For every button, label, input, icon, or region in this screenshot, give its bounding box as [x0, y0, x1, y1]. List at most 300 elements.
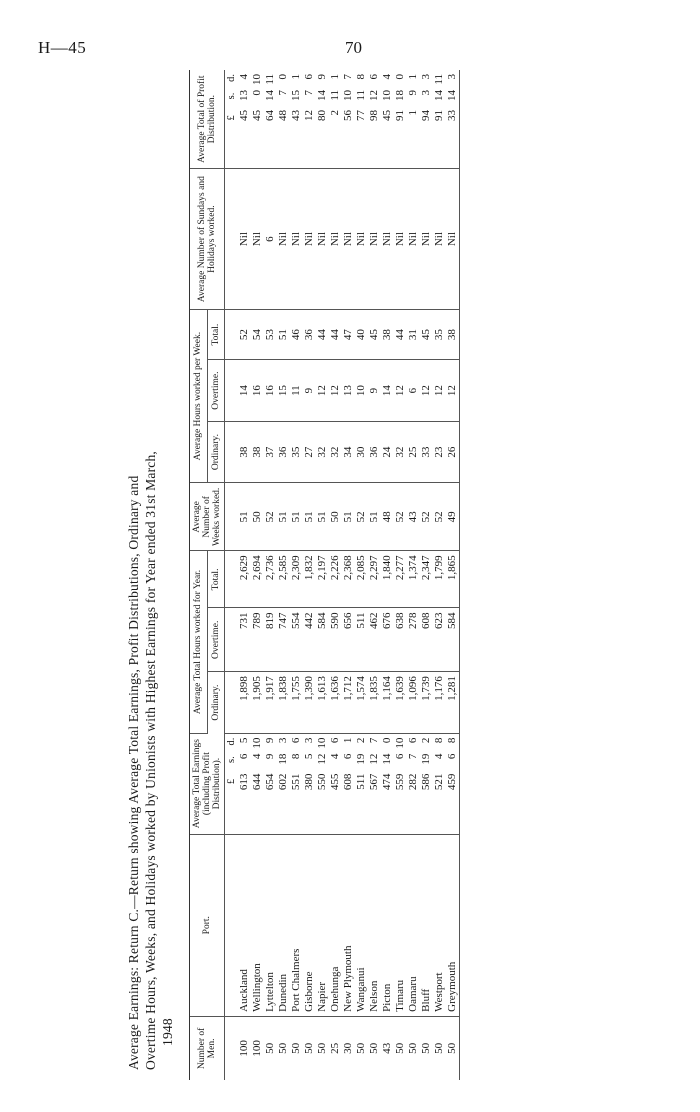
cell-sundays: Nil — [277, 169, 290, 310]
page-header — [0, 38, 700, 62]
cell-profit — [238, 70, 251, 169]
cell-earnings-pd: 521 — [433, 773, 445, 791]
cell-profit-s: 10 — [342, 90, 354, 101]
cell-week-ordinary: 35 — [290, 421, 303, 482]
cell-weeks: 52 — [420, 483, 433, 551]
cell-week-overtime: 12 — [329, 360, 342, 421]
cell-men: 30 — [342, 1042, 354, 1054]
cell-earnings-s: 6 — [238, 753, 250, 760]
cell-sundays: Nil — [381, 169, 394, 310]
table-row — [251, 70, 264, 1080]
cell-earnings-d: 8 — [446, 737, 458, 744]
col-header-port: Port. — [190, 834, 225, 1016]
cell-sundays: Nil — [420, 169, 433, 310]
cell-earnings-d: 6 — [329, 737, 341, 744]
cell-port — [355, 834, 368, 1016]
cell-earnings-pd: 550 — [316, 773, 328, 791]
cell-port — [381, 834, 394, 1016]
cell-week-ordinary: 37 — [264, 421, 277, 482]
cell-week-total: 38 — [446, 309, 460, 359]
port-name: New Plymouth — [342, 945, 354, 1012]
cell-sundays: Nil — [329, 169, 342, 310]
cell-men: 100 — [238, 1040, 250, 1057]
cell-week-total: 53 — [264, 309, 277, 359]
cell-week-total: 38 — [381, 309, 394, 359]
port-name: Port Chalmers — [290, 948, 302, 1012]
cell-earnings — [407, 733, 420, 834]
table-row — [355, 70, 368, 1080]
cell-profit-s: 11 — [355, 90, 367, 101]
cell-year-overtime: 511 — [355, 608, 368, 672]
cell-earnings-d: 7 — [368, 737, 380, 744]
cell-year-overtime: 462 — [368, 608, 381, 672]
cell-men: 50 — [277, 1042, 289, 1054]
cell-week-total: 40 — [355, 309, 368, 359]
cell-profit-d: 4 — [238, 74, 250, 80]
cell-earnings-s: 14 — [381, 753, 393, 765]
cell-sundays: Nil — [251, 169, 264, 310]
cell-weeks: 52 — [355, 483, 368, 551]
cell-profit-d: 6 — [368, 74, 380, 80]
cell-port — [368, 834, 381, 1016]
cell-week-overtime: 14 — [381, 360, 394, 421]
cell-earnings-s: 4 — [433, 753, 445, 760]
cell-year-total: 2,197 — [316, 551, 329, 608]
cell-year-overtime: 819 — [264, 608, 277, 672]
cell-profit-d: 0 — [277, 74, 289, 80]
cell-profit-s: 3 — [420, 90, 432, 96]
cell-profit-s: 18 — [394, 90, 406, 101]
cell-week-total: 52 — [238, 309, 251, 359]
cell-earnings — [381, 733, 394, 834]
cell-year-ordinary: 1,739 — [420, 672, 433, 733]
cell-profit-d: 3 — [420, 74, 432, 80]
cell-men: 50 — [368, 1042, 380, 1054]
cell-profit-d: 10 — [251, 74, 263, 85]
cell-profit-d: 6 — [303, 74, 315, 80]
cell-earnings-pd: 511 — [355, 773, 367, 790]
cell-year-total: 2,085 — [355, 551, 368, 608]
cell-port — [420, 834, 433, 1016]
cell-weeks: 51 — [316, 483, 329, 551]
cell-year-ordinary: 1,835 — [368, 672, 381, 733]
cell-men: 50 — [407, 1042, 419, 1054]
cell-profit-s: 9 — [407, 90, 419, 96]
cell-week-overtime: 12 — [446, 360, 460, 421]
rotated-table-area — [125, 70, 575, 1080]
cell-weeks: 51 — [368, 483, 381, 551]
table-row — [264, 70, 277, 1080]
cell-year-overtime: 789 — [251, 608, 264, 672]
cell-earnings-pd: 608 — [342, 773, 354, 791]
cell-profit-pd: 33 — [446, 110, 458, 121]
cell-week-total: 45 — [420, 309, 433, 359]
cell-earnings — [446, 733, 460, 834]
cell-earnings-s: 6 — [394, 753, 406, 760]
cell-profit-pd: 56 — [342, 110, 354, 121]
unit-shilling: s. — [226, 756, 237, 763]
cell-port — [264, 834, 277, 1016]
cell-year-overtime: 656 — [342, 608, 355, 672]
cell-week-total: 51 — [277, 309, 290, 359]
cell-profit-pd: 43 — [290, 110, 302, 121]
col-header-year-ordinary: Ordinary. — [207, 672, 225, 733]
cell-profit — [342, 70, 355, 169]
cell-week-overtime: 12 — [420, 360, 433, 421]
cell-year-total: 2,309 — [290, 551, 303, 608]
cell-profit-pd: 64 — [264, 110, 276, 121]
cell-year-total: 2,585 — [277, 551, 290, 608]
table-title — [125, 70, 181, 1080]
cell-weeks: 51 — [290, 483, 303, 551]
cell-port — [394, 834, 407, 1016]
cell-earnings — [433, 733, 446, 834]
cell-week-total: 44 — [316, 309, 329, 359]
cell-year-ordinary: 1,096 — [407, 672, 420, 733]
cell-year-overtime: 584 — [316, 608, 329, 672]
col-header-hours-week: Average Hours worked per Week. — [190, 309, 208, 482]
col-header-weeks: Average Number of Weeks worked. — [190, 483, 225, 551]
cell-port — [342, 834, 355, 1016]
cell-earnings-pd: 602 — [277, 773, 289, 791]
cell-week-ordinary: 33 — [420, 421, 433, 482]
cell-weeks: 49 — [446, 483, 460, 551]
cell-week-overtime: 11 — [290, 360, 303, 421]
cell-earnings-pd: 654 — [264, 773, 276, 791]
cell-profit-pd: 77 — [355, 110, 367, 121]
table-row — [433, 70, 446, 1080]
cell-year-total: 2,368 — [342, 551, 355, 608]
cell-earnings — [342, 733, 355, 834]
cell-week-total: 36 — [303, 309, 316, 359]
cell-week-total: 54 — [251, 309, 264, 359]
cell-profit-s: 11 — [329, 90, 341, 101]
cell-sundays: Nil — [290, 169, 303, 310]
cell-sundays: Nil — [368, 169, 381, 310]
cell-year-total: 2,226 — [329, 551, 342, 608]
cell-sundays: Nil — [238, 169, 251, 310]
cell-port — [407, 834, 420, 1016]
col-header-men: Number of Men. — [190, 1016, 225, 1080]
cell-earnings-d: 10 — [316, 737, 328, 749]
cell-sundays: Nil — [316, 169, 329, 310]
port-name: Westport — [433, 972, 445, 1012]
cell-profit-d: 1 — [329, 74, 341, 80]
cell-profit-s: 14 — [316, 90, 328, 101]
cell-year-total: 2,694 — [251, 551, 264, 608]
cell-year-overtime: 731 — [238, 608, 251, 672]
cell-year-total: 2,736 — [264, 551, 277, 608]
cell-week-overtime: 9 — [368, 360, 381, 421]
cell-earnings — [303, 733, 316, 834]
cell-profit — [316, 70, 329, 169]
cell-week-overtime: 15 — [277, 360, 290, 421]
cell-profit — [355, 70, 368, 169]
cell-year-total: 1,832 — [303, 551, 316, 608]
cell-profit — [329, 70, 342, 169]
cell-men: 50 — [446, 1016, 460, 1080]
cell-earnings-s: 9 — [264, 753, 276, 760]
cell-earnings — [277, 733, 290, 834]
cell-men: 25 — [329, 1042, 341, 1054]
cell-week-ordinary: 26 — [446, 421, 460, 482]
cell-year-ordinary: 1,164 — [381, 672, 394, 733]
cell-profit-s: 14 — [264, 90, 276, 101]
cell-earnings — [368, 733, 381, 834]
cell-profit-pd: 45 — [251, 110, 263, 121]
col-header-earnings: Average Total Earnings (including Profit Distribution). — [190, 733, 225, 834]
cell-port — [433, 834, 446, 1016]
cell-port — [251, 834, 264, 1016]
table-row — [446, 70, 460, 1080]
cell-port — [316, 834, 329, 1016]
col-header-week-overtime: Overtime. — [207, 360, 225, 421]
table-row — [420, 70, 433, 1080]
cell-men: 50 — [394, 1042, 406, 1054]
cell-men: 50 — [303, 1042, 315, 1054]
cell-sundays: Nil — [303, 169, 316, 310]
cell-week-ordinary: 32 — [329, 421, 342, 482]
cell-year-ordinary: 1,917 — [264, 672, 277, 733]
cell-men: 50 — [316, 1042, 328, 1054]
port-name: Oamaru — [407, 976, 419, 1012]
col-header-week-total: Total. — [207, 309, 225, 359]
cell-port — [329, 834, 342, 1016]
cell-year-total: 2,297 — [368, 551, 381, 608]
cell-week-overtime: 12 — [316, 360, 329, 421]
table-row — [316, 70, 329, 1080]
table-row — [290, 70, 303, 1080]
cell-men: 50 — [264, 1042, 276, 1054]
port-name: Timaru — [394, 979, 406, 1012]
cell-weeks: 52 — [264, 483, 277, 551]
cell-earnings-d: 8 — [433, 737, 445, 744]
col-header-profit: Average Total of Profit Distribution. — [190, 70, 225, 169]
cell-week-ordinary: 32 — [394, 421, 407, 482]
cell-earnings-pd: 282 — [407, 773, 419, 791]
cell-earnings-s: 19 — [355, 753, 367, 765]
cell-week-total: 35 — [433, 309, 446, 359]
earnings-table — [189, 70, 460, 1080]
cell-profit-d: 7 — [342, 74, 354, 80]
cell-sundays: Nil — [407, 169, 420, 310]
cell-sundays: Nil — [394, 169, 407, 310]
cell-earnings-pd: 567 — [368, 773, 380, 791]
cell-men: 100 — [251, 1040, 263, 1057]
port-name: Dunedin — [277, 973, 289, 1012]
cell-earnings-pd: 586 — [420, 773, 432, 791]
cell-earnings-d: 2 — [420, 737, 432, 744]
cell-week-overtime: 13 — [342, 360, 355, 421]
cell-week-overtime: 10 — [355, 360, 368, 421]
port-name: Lyttelton — [264, 972, 276, 1012]
cell-year-overtime: 278 — [407, 608, 420, 672]
cell-port — [277, 834, 290, 1016]
cell-men: 50 — [290, 1042, 302, 1054]
cell-week-ordinary: 36 — [368, 421, 381, 482]
cell-week-total: 44 — [329, 309, 342, 359]
cell-weeks: 52 — [394, 483, 407, 551]
cell-earnings-pd: 380 — [303, 773, 315, 791]
cell-profit-pd: 12 — [303, 110, 315, 121]
title-line-2: Overtime Hours, Weeks, and Holidays worked by Unionists with Highest Earnings for Year ended 31st March, — [143, 451, 158, 1070]
cell-earnings-d: 5 — [238, 737, 250, 744]
cell-profit — [251, 70, 264, 169]
cell-week-ordinary: 38 — [251, 421, 264, 482]
cell-weeks: 52 — [433, 483, 446, 551]
cell-year-ordinary: 1,390 — [303, 672, 316, 733]
cell-week-overtime: 16 — [251, 360, 264, 421]
cell-week-total: 44 — [394, 309, 407, 359]
cell-week-total: 31 — [407, 309, 420, 359]
cell-earnings-pd: 613 — [238, 773, 250, 791]
cell-sundays: Nil — [446, 169, 460, 310]
cell-weeks: 50 — [251, 483, 264, 551]
cell-earnings-d: 1 — [342, 737, 354, 744]
cell-earnings-s: 12 — [316, 753, 328, 765]
cell-week-ordinary: 25 — [407, 421, 420, 482]
cell-week-total: 46 — [290, 309, 303, 359]
title-year: 1948 — [160, 1018, 175, 1046]
cell-year-ordinary: 1,898 — [238, 672, 251, 733]
cell-year-overtime: 676 — [381, 608, 394, 672]
cell-earnings-s: 5 — [303, 753, 315, 760]
units-row — [225, 70, 239, 1080]
cell-profit-s: 10 — [381, 90, 393, 101]
unit-pound: £ — [226, 778, 237, 785]
cell-profit-pd: 94 — [420, 110, 432, 121]
cell-earnings-pd: 459 — [446, 773, 458, 791]
table-row — [368, 70, 381, 1080]
cell-weeks: 48 — [381, 483, 394, 551]
cell-profit — [264, 70, 277, 169]
cell-year-ordinary: 1,639 — [394, 672, 407, 733]
cell-men: 50 — [355, 1042, 367, 1054]
cell-profit-s: 7 — [303, 90, 315, 96]
cell-earnings — [316, 733, 329, 834]
cell-earnings — [251, 733, 264, 834]
cell-sundays: Nil — [355, 169, 368, 310]
cell-sundays: Nil — [342, 169, 355, 310]
cell-earnings-s: 12 — [368, 753, 380, 765]
port-name: Bluff — [420, 988, 432, 1012]
cell-port — [238, 834, 251, 1016]
cell-profit-pd: 1 — [407, 110, 419, 116]
page-number: 70 — [345, 38, 362, 57]
cell-profit-s: 0 — [251, 90, 263, 96]
cell-profit-pd: 48 — [277, 110, 289, 121]
port-name: Greymouth — [446, 961, 458, 1012]
cell-port — [446, 834, 460, 1016]
cell-profit-pd: 98 — [368, 110, 380, 121]
cell-profit-pd: 91 — [394, 110, 406, 121]
cell-week-overtime: 12 — [433, 360, 446, 421]
cell-week-ordinary: 36 — [277, 421, 290, 482]
cell-year-overtime: 608 — [420, 608, 433, 672]
cell-year-ordinary: 1,281 — [446, 672, 460, 733]
cell-men: 50 — [420, 1042, 432, 1054]
cell-year-overtime: 554 — [290, 608, 303, 672]
cell-profit-s: 15 — [290, 90, 302, 101]
cell-year-overtime: 442 — [303, 608, 316, 672]
cell-week-ordinary: 34 — [342, 421, 355, 482]
cell-earnings-s: 6 — [342, 753, 354, 760]
cell-week-ordinary: 38 — [238, 421, 251, 482]
cell-year-overtime: 590 — [329, 608, 342, 672]
cell-earnings-s: 4 — [251, 753, 263, 760]
cell-week-overtime: 6 — [407, 360, 420, 421]
cell-year-total: 1,374 — [407, 551, 420, 608]
cell-week-ordinary: 23 — [433, 421, 446, 482]
port-name: Auckland — [238, 969, 250, 1012]
cell-profit — [277, 70, 290, 169]
cell-year-ordinary: 1,755 — [290, 672, 303, 733]
cell-profit — [290, 70, 303, 169]
cell-year-total: 2,277 — [394, 551, 407, 608]
cell-earnings — [394, 733, 407, 834]
cell-year-total: 1,865 — [446, 551, 460, 608]
cell-week-overtime: 14 — [238, 360, 251, 421]
cell-year-ordinary: 1,613 — [316, 672, 329, 733]
cell-earnings — [290, 733, 303, 834]
cell-profit-pd: 2 — [329, 110, 341, 116]
cell-profit — [446, 70, 460, 169]
cell-men: 50 — [433, 1042, 445, 1054]
table-row — [394, 70, 407, 1080]
cell-earnings — [264, 733, 277, 834]
cell-earnings-d: 2 — [355, 737, 367, 744]
cell-profit — [394, 70, 407, 169]
cell-earnings-pd: 474 — [381, 773, 393, 791]
col-header-week-ordinary: Ordinary. — [207, 421, 225, 482]
cell-week-overtime: 16 — [264, 360, 277, 421]
cell-weeks: 51 — [238, 483, 251, 551]
col-header-year-total: Total. — [207, 551, 225, 608]
cell-profit-s: 12 — [368, 90, 380, 101]
cell-earnings-s: 19 — [420, 753, 432, 765]
cell-week-total: 47 — [342, 309, 355, 359]
cell-year-total: 2,347 — [420, 551, 433, 608]
cell-week-total: 45 — [368, 309, 381, 359]
cell-year-overtime: 638 — [394, 608, 407, 672]
table-row — [238, 70, 251, 1080]
cell-profit — [420, 70, 433, 169]
cell-earnings — [238, 733, 251, 834]
table-row — [303, 70, 316, 1080]
cell-port — [290, 834, 303, 1016]
cell-year-overtime: 747 — [277, 608, 290, 672]
table-row — [381, 70, 394, 1080]
cell-year-ordinary: 1,712 — [342, 672, 355, 733]
cell-earnings-d: 6 — [290, 737, 302, 744]
unit-shilling: s. — [226, 92, 237, 100]
cell-year-ordinary: 1,176 — [433, 672, 446, 733]
document-code: H—45 — [38, 38, 87, 57]
unit-pound: £ — [226, 115, 237, 121]
cell-year-ordinary: 1,838 — [277, 672, 290, 733]
table-row — [277, 70, 290, 1080]
cell-earnings-d: 0 — [381, 737, 393, 744]
cell-year-overtime: 584 — [446, 608, 460, 672]
col-header-sundays: Average Number of Sundays and Holidays worked. — [190, 169, 225, 310]
cell-profit-d: 0 — [394, 74, 406, 80]
cell-weeks: 51 — [277, 483, 290, 551]
cell-year-ordinary: 1,905 — [251, 672, 264, 733]
cell-weeks: 50 — [329, 483, 342, 551]
unit-pence: d. — [226, 74, 237, 82]
table-row — [342, 70, 355, 1080]
cell-week-ordinary: 27 — [303, 421, 316, 482]
